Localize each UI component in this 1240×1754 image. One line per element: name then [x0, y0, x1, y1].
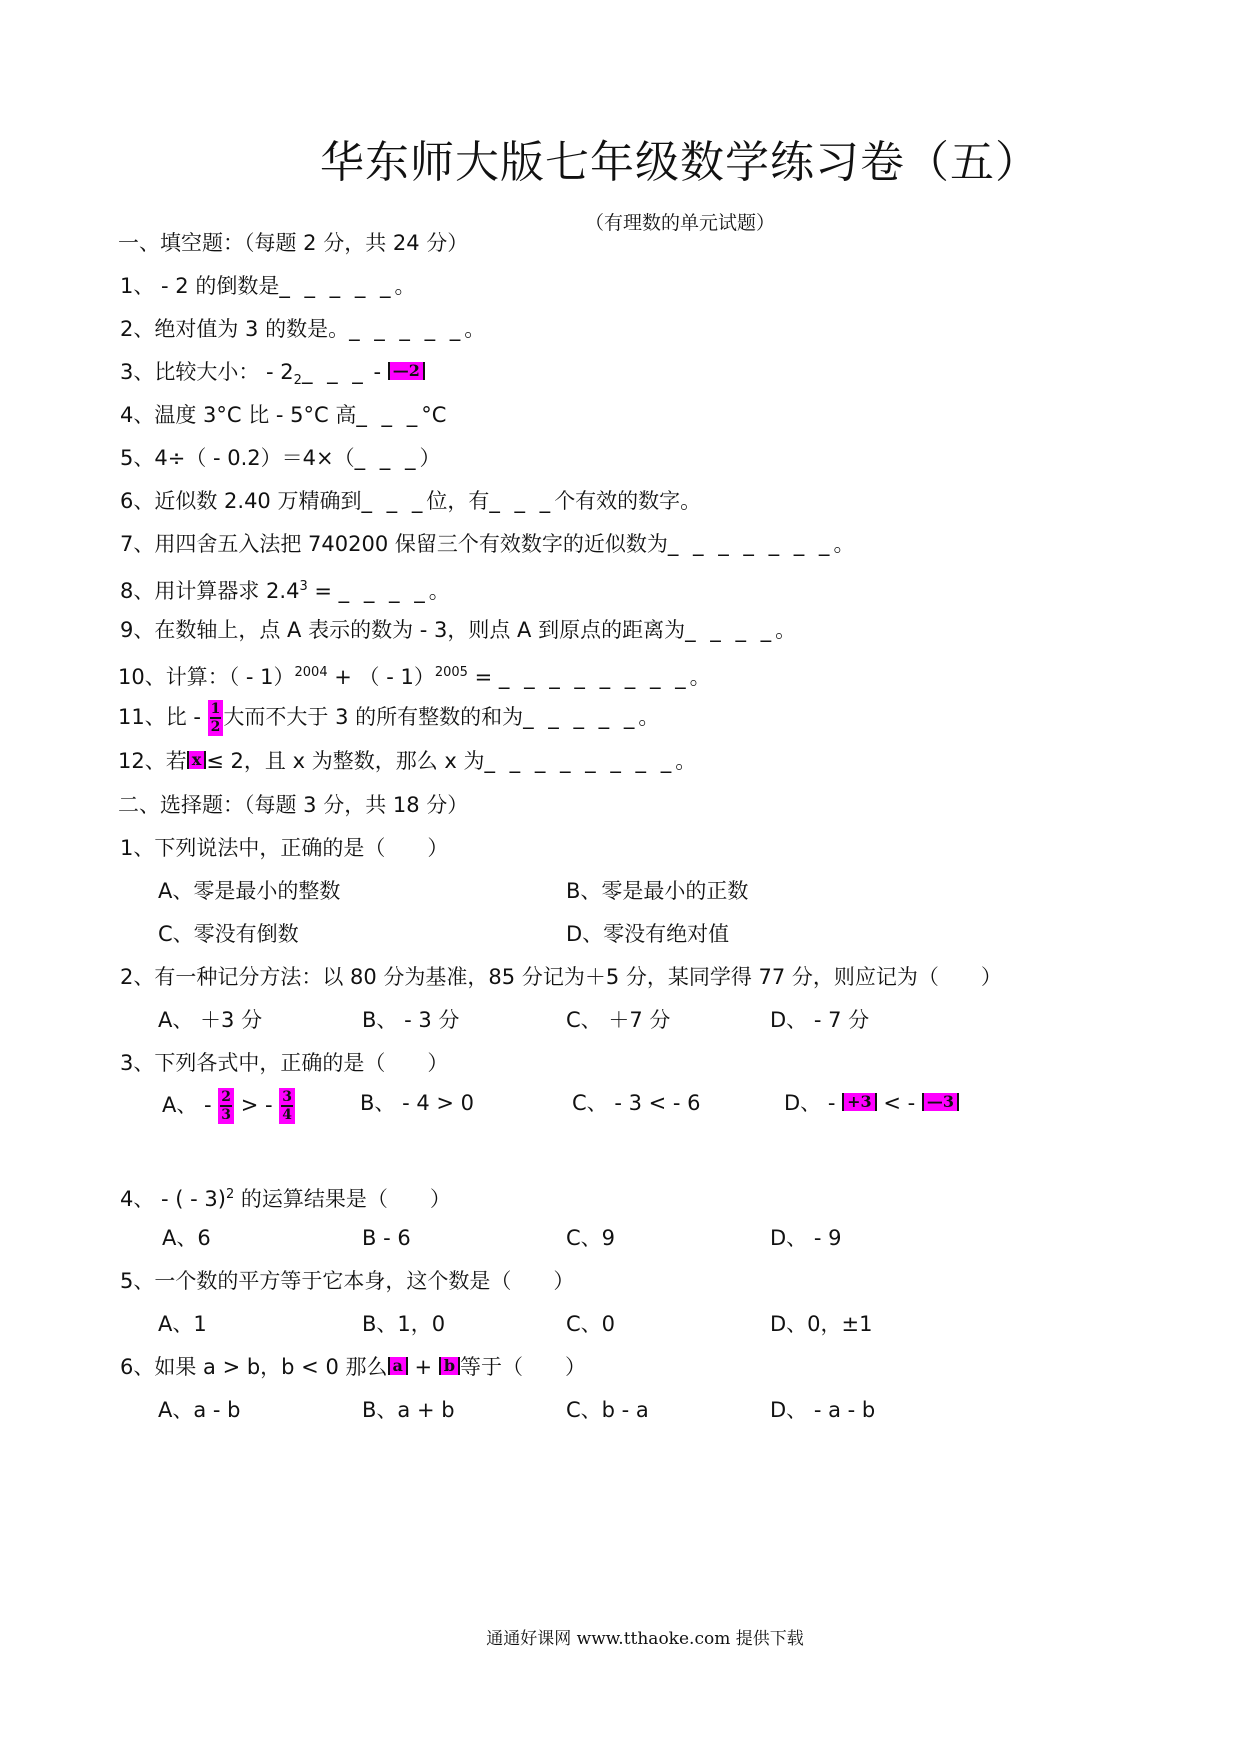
option-c: C、b - a	[566, 1398, 649, 1422]
option-b: B、零是最小的正数	[566, 879, 749, 903]
fill-question-5: 5、4÷（ - 0.2）＝4×（_ _ _）	[120, 446, 441, 470]
option-c: C、 ＋7 分	[566, 1008, 671, 1032]
answer-blank: _ _ _	[301, 360, 367, 384]
option-d: D、 - a - b	[770, 1398, 876, 1422]
option-c: C、 - 3 < - 6	[572, 1091, 701, 1115]
option-b: B、 - 4 > 0	[360, 1091, 475, 1115]
choice-question-6: 6、如果 a > b，b < 0 那么 a + b 等于（ ）	[120, 1355, 587, 1379]
choice-question-2: 2、有一种记分方法：以 80 分为基准，85 分记为＋5 分，某同学得 77 分，则应记为（ ）	[120, 965, 1002, 989]
answer-blank: _ _ _ _ _ _ _ _	[484, 749, 676, 773]
answer-blank: _ _ _ _ _	[349, 317, 465, 341]
option-c: C、零没有倒数	[158, 922, 299, 946]
answer-blank: _ _ _ _ _	[279, 274, 395, 298]
page-title: 华东师大版七年级数学练习卷（五）	[320, 137, 1040, 188]
choice-question-1: 1、下列说法中，正确的是（ ）	[120, 836, 449, 860]
fill-question-3: 3、比较大小： - $2_2\_$ _ _ - —2	[120, 357, 425, 396]
absolute-value-box: x	[187, 751, 207, 769]
option-d: D、零没有绝对值	[566, 922, 730, 946]
option-a: A、6	[162, 1226, 211, 1250]
answer-blank: _ _ _	[356, 403, 422, 427]
fill-question-10: 10、计算：（ - 1）$^{2004}$ + （ - 1）$^{2005}$ = _ _ _ _ _ _ _ _。	[118, 665, 711, 689]
fill-question-6: 6、近似数 2.40 万精确到_ _ _位，有_ _ _个有效的数字。	[120, 489, 702, 513]
choice-question-5: 5、一个数的平方等于它本身，这个数是（ ）	[120, 1269, 575, 1293]
answer-blank: _ _ _ _ _ _ _ _	[498, 665, 690, 689]
absolute-value-box: a	[388, 1357, 408, 1375]
fill-question-12: 12、若 x ≤ 2，且 x 为整数，那么 x 为_ _ _ _ _ _ _ _。	[118, 749, 697, 773]
choice-question-3: 3、下列各式中，正确的是（ ）	[120, 1051, 449, 1075]
option-d: D、 - +3 < - —3	[784, 1088, 959, 1118]
option-a: A、 ＋3 分	[158, 1008, 263, 1032]
page-footer: 通通好课网 www.tthaoke.com 提供下载	[486, 1629, 804, 1649]
fill-question-2: 2、绝对值为 3 的数是。_ _ _ _ _。	[120, 317, 486, 341]
fill-question-7: 7、用四舍五入法把 740200 保留三个有效数字的近似数为_ _ _ _ _ _ _。	[120, 532, 855, 556]
absolute-value-box: +3	[842, 1093, 877, 1111]
choice-question-4: 4、 - ( - 3)$^2$ 的运算结果是（ ）	[120, 1187, 451, 1211]
fill-question-9: 9、在数轴上，点 A 表示的数为 - 3，则点 A 到原点的距离为_ _ _ _。	[120, 618, 797, 642]
option-b: B、 - 3 分	[362, 1008, 460, 1032]
answer-blank: _ _ _ _	[685, 618, 776, 642]
answer-blank: _ _ _	[489, 489, 555, 513]
answer-blank: _ _ _ _ _ _ _	[667, 532, 834, 556]
option-b: B、1，0	[362, 1312, 446, 1336]
option-d: D、 - 9	[770, 1226, 842, 1250]
option-c: C、0	[566, 1312, 616, 1336]
option-a: A、a - b	[158, 1398, 241, 1422]
option-a: A、零是最小的整数	[158, 879, 341, 903]
fill-question-8: 8、用计算器求 $2.4^3$ = _ _ _ _。	[120, 579, 450, 603]
answer-blank: _ _ _	[361, 489, 427, 513]
fraction: $\frac{2}{3}$	[218, 1088, 234, 1124]
answer-blank: _ _ _ _ _	[523, 705, 639, 729]
fill-question-4: 4、温度 3°C 比 - 5°C 高_ _ _°C	[120, 403, 447, 427]
fill-question-11: 11、比 - $\frac{1}{2}$ 大而不大于 3 的所有整数的和为_ _ _ _ _。	[118, 701, 660, 735]
absolute-value-box: —3	[922, 1093, 959, 1111]
option-c: C、9	[566, 1226, 616, 1250]
answer-blank: _ _ _	[354, 446, 420, 470]
option-a: A、 - $\frac{2}{3}$ > - $\frac{3}{4}$	[162, 1088, 295, 1124]
section1-heading: 一、填空题：（每题 2 分，共 24 分）	[118, 231, 469, 255]
section2-heading: 二、选择题：（每题 3 分，共 18 分）	[118, 793, 469, 817]
option-d: D、0，±1	[770, 1312, 873, 1336]
option-b: B - 6	[362, 1226, 411, 1250]
option-d: D、 - 7 分	[770, 1008, 870, 1032]
option-b: B、a + b	[362, 1398, 455, 1422]
option-a: A、1	[158, 1312, 207, 1336]
absolute-value-box: b	[439, 1357, 460, 1375]
fraction: $\frac{3}{4}$	[279, 1088, 295, 1124]
answer-blank: _ _ _ _	[338, 579, 429, 603]
fraction: $\frac{1}{2}$	[208, 700, 224, 736]
absolute-value-box: —2	[388, 362, 425, 380]
page-subtitle: （有理数的单元试题）	[584, 212, 775, 234]
fill-question-1: 1、 - 2 的倒数是_ _ _ _ _。	[120, 274, 416, 298]
